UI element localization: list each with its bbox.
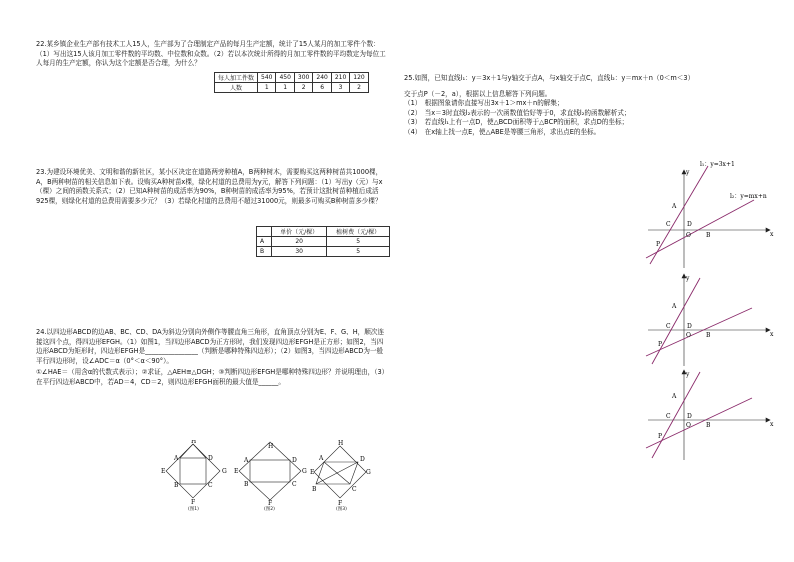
- point-label-b: B: [312, 486, 317, 493]
- point-label-d: D: [208, 455, 213, 462]
- table-cell: 300: [294, 73, 312, 83]
- table-cell: 2: [294, 83, 312, 93]
- table-cell: 210: [331, 73, 349, 83]
- table-row: [215, 83, 369, 93]
- question-22: [36, 40, 388, 69]
- point-label-h: H: [268, 443, 274, 450]
- table-cell: [257, 227, 272, 237]
- point-label-b: B: [706, 332, 711, 339]
- point-label-o: O: [686, 422, 691, 429]
- table-cell: 人数: [215, 83, 258, 93]
- table-cell: 植树费（元/棵）: [327, 227, 390, 237]
- axis-x-label: x: [770, 421, 774, 428]
- point-label-d: D: [360, 456, 365, 463]
- figure-caption-1: (图1): [188, 507, 199, 512]
- point-label-d: D: [687, 323, 692, 330]
- point-label-c: C: [666, 413, 671, 420]
- table-cell: 5: [327, 247, 390, 257]
- q25-line-1: 25.如图，已知直线l₁：y＝3x＋1与y轴交于点A，与x轴交于点C，直线l₂：y＝mx＋n（0＜m＜3）: [404, 74, 695, 82]
- table-cell: 2: [350, 83, 368, 93]
- point-label-e: E: [234, 468, 239, 475]
- q25-graph-2: [636, 272, 782, 368]
- table-cell: 5: [327, 237, 390, 247]
- point-label-b: B: [174, 482, 179, 489]
- point-label-o: O: [686, 232, 691, 239]
- q25-item-3: （3） 若直线l₁上有一点D，使△BCD面积等于△BCP的面积，求点D的坐标；: [404, 118, 629, 127]
- table-cell: B: [257, 247, 272, 257]
- point-label-p: P: [658, 341, 663, 348]
- table-cell: 6: [313, 83, 331, 93]
- q23-table: [256, 226, 390, 257]
- table-cell: 240: [313, 73, 331, 83]
- q22-table: [214, 72, 369, 93]
- point-label-c: C: [666, 323, 671, 330]
- question-24: [36, 328, 388, 388]
- q24-figure-2: [234, 440, 310, 506]
- q22-text: 22.某乡镇企业生产部有技术工人15人，生产部为了合理制定产品的每月生产定额，统计了15人某月的加工零件个数：（1）写出这15人该月加工零件数的平均数、中位数和众数。（2）若以本次统计所得的月加工零件数的平均数定为每位工人每月的生产定额，你认为这个定额是否合理，为什么？: [36, 40, 386, 68]
- point-label-h: H: [191, 440, 197, 445]
- q25-item-4: （4） 在x轴上找一点E，使△ABE是等腰三角形，求出点E的坐标。: [404, 127, 601, 136]
- point-label-f: F: [191, 499, 196, 506]
- figure-caption-3: (图3): [336, 507, 347, 512]
- table-cell: 120: [350, 73, 368, 83]
- q25-graph-3: [636, 368, 782, 464]
- table-row: [257, 247, 390, 257]
- point-label-b: B: [706, 422, 711, 429]
- point-label-d: D: [687, 221, 692, 228]
- table-row: [215, 73, 369, 83]
- q25-graph-1: [636, 160, 782, 270]
- q24-figure-1: [160, 440, 230, 506]
- point-label-c: C: [352, 486, 357, 493]
- axis-x-label: x: [770, 331, 774, 338]
- q24-text-2: ①∠HAE＝（用含α的代数式表示）；②求证，△AEH≌△DGH；③判断四边形EFGH是哪种特殊四边形？并说明理由，（3）在平行四边形ABCD中，若AD＝4，CD＝2，则四边形EFGH面积的最大值是______。: [36, 368, 385, 386]
- point-label-b: B: [244, 481, 249, 488]
- table-cell: 540: [258, 73, 276, 83]
- point-label-c: C: [292, 481, 297, 488]
- table-row: [257, 227, 390, 237]
- question-23: [36, 168, 388, 206]
- table-cell: 单价（元/棵）: [272, 227, 327, 237]
- axis-y-label: y: [686, 275, 690, 282]
- point-label-b: B: [706, 232, 711, 239]
- point-label-c: C: [208, 482, 213, 489]
- point-label-a: A: [672, 303, 677, 310]
- point-label-d: D: [292, 457, 297, 464]
- table-cell: 每人加工件数: [215, 73, 258, 83]
- point-label-d: D: [687, 413, 692, 420]
- point-label-c: C: [666, 221, 671, 228]
- table-cell: A: [257, 237, 272, 247]
- axis-y-label: y: [686, 169, 690, 176]
- line-l2-label: l₂：y=mx+n: [730, 193, 767, 200]
- point-label-o: O: [686, 332, 691, 339]
- q25-item-2: （2） 当x＝3时直线l₂表示的一次函数值恰好等于0，求直线l₂的函数解析式；: [404, 108, 631, 117]
- figure-caption-2: (图2): [264, 507, 275, 512]
- table-row: [257, 237, 390, 247]
- point-label-e: E: [310, 469, 315, 476]
- axis-x-label: x: [770, 231, 774, 238]
- point-label-a: A: [672, 203, 677, 210]
- point-label-h: H: [338, 440, 344, 447]
- q24-figure-3: [310, 440, 372, 506]
- point-label-a: A: [672, 393, 677, 400]
- table-cell: 1: [258, 83, 276, 93]
- question-25: [404, 74, 776, 138]
- point-label-e: E: [161, 468, 166, 475]
- axis-y-label: y: [686, 371, 690, 378]
- point-label-a: A: [244, 457, 249, 464]
- q25-item-1: （1） 根据图象请你直接写出3x＋1＞mx＋n的解集；: [404, 99, 564, 108]
- point-label-f: F: [268, 500, 273, 506]
- table-cell: 450: [276, 73, 294, 83]
- point-label-p: P: [656, 241, 661, 248]
- table-cell: 1: [276, 83, 294, 93]
- table-cell: 30: [272, 247, 327, 257]
- q25-line-2: 交于点P（－2，a），根据以上信息解答下列问题。: [404, 89, 552, 98]
- point-label-g: G: [366, 469, 371, 476]
- point-label-f: F: [338, 500, 343, 506]
- line-l1-label: l₁：y=3x+1: [700, 161, 735, 168]
- table-cell: 20: [272, 237, 327, 247]
- point-label-p: P: [658, 433, 663, 440]
- point-label-g: G: [222, 468, 227, 475]
- point-label-a: A: [319, 455, 324, 462]
- table-cell: 3: [331, 83, 349, 93]
- q24-text-1: 24.以四边形ABCD的边AB、BC、CD、DA为斜边分别向外侧作等腰直角三角形，直角顶点分别为E、F、G、H，顺次连接这四个点，得四边形EFGH。（1）如图1，当四边形ABCD为正方形时，我们发现四边形EFGH是正方形；如图2，当四边形ABCD为矩形时，四边形EFGH是________________（判断是哪种特殊四边形）；（2）如图3，当四边形ABCD为一般平行四边形时，设∠ADC＝α（0°＜α＜90°）。: [36, 328, 385, 365]
- point-label-g: G: [302, 468, 307, 475]
- q23-text: 23.为建设环境优美、文明和谐的新社区，某小区决定在道路两旁种植A，B两种树木，需要购买这两种树苗共1000棵，A，B两种树苗的相关信息如下表。设购买A种树苗x棵，绿化村道的总费用为y元，解答下列问题：（1）写出y（元）与x（棵）之间的函数关系式；（2）已知A种树苗的成活率为90%，B种树苗的成活率为95%，若预计这批树苗种植后成活925棵，则绿化村道的总费用需要多少元？（3）若绿化村道的总费用不超过31000元，则最多可购买B种树苗多少棵？: [36, 168, 383, 205]
- point-label-a: A: [174, 455, 179, 462]
